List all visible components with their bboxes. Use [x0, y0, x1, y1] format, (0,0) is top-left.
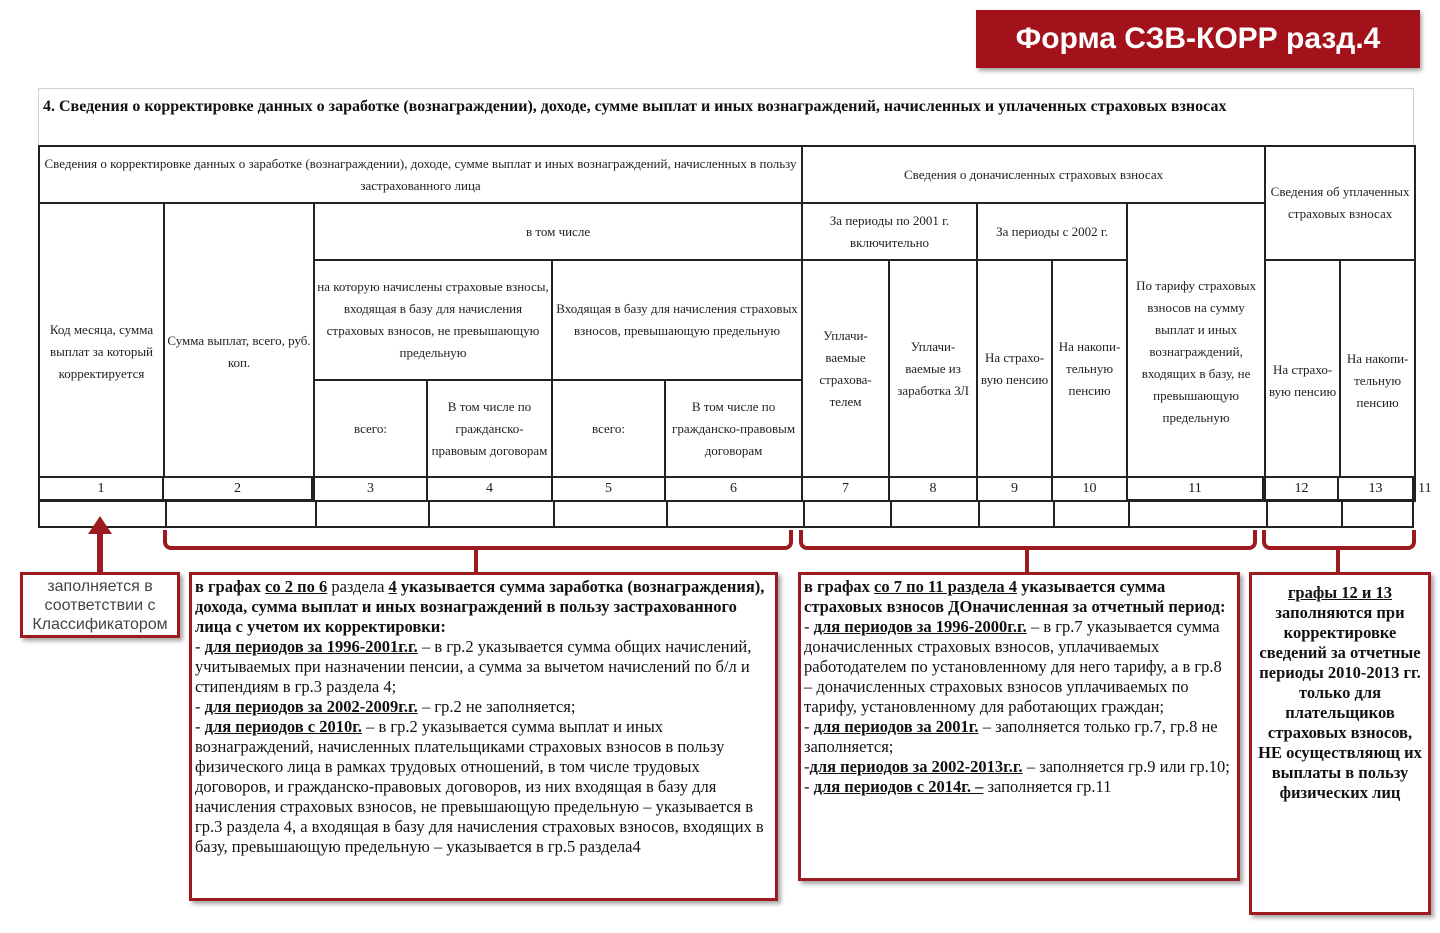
header-col-2: Сумма выплат, всего, руб. коп. [164, 203, 314, 501]
note-middle-intro: в графах со 7 по 11 раздела 4 указывается сумма страховых взносов ДОначисленная за отчетный период: [804, 577, 1226, 616]
col-number: 4 [427, 477, 552, 501]
note-middle-period-4: - для периодов с 2014г. – заполняется гр.11 [804, 777, 1112, 796]
col-number: 10 [1052, 477, 1127, 501]
col-numbers-1-2 [38, 476, 313, 501]
header-col-6: В том числе по гражданско-правовым договорам [665, 380, 802, 477]
note-classifier [20, 572, 180, 638]
bracket-stem [1025, 548, 1029, 572]
form-section-heading: 4. Сведения о корректировке данных о заработке (вознаграждении), доходе, сумме выплат и иных вознаграждений, начисленных и уплаченных страховых взносах [38, 88, 1414, 146]
header-col-13: На накопи-тельную пенсию [1340, 260, 1415, 501]
col-number: 13 [1339, 476, 1414, 501]
col-number: 6 [665, 477, 802, 501]
col-numbers-12-13 [1264, 476, 1414, 501]
header-group-mid: Сведения о доначисленных страховых взносах [802, 146, 1265, 203]
note-classifier-text: заполняется в соответствии с Классификатором [32, 578, 168, 633]
header-col-12: На страхо-вую пенсию [1265, 260, 1340, 501]
header-col-5: всего: [552, 380, 665, 477]
col-number: 12 [1264, 476, 1339, 501]
col-number: 1 [38, 476, 163, 501]
note-middle-period-2: - для периодов за 2001г. – заполняется только гр.7, гр.8 не заполняется; [804, 717, 1218, 756]
header-sub-a: на которую начислены страховые взносы, входящая в базу для начисления страховых взносов, не превышающую предельную [314, 260, 552, 380]
col-number: 5 [552, 477, 665, 501]
col-number: 3 [314, 477, 427, 501]
form-table: Сведения о корректировке данных о заработке (вознаграждении), доходе, сумме выплат и иных вознаграждений, начисленных в пользу застрахованного лица Сведения о доначисленных страховых взносах Сведения об уплаченных страховых взносах Код месяца, сумма выплат за который корректируется Сумма выплат, всего, руб. коп. в том числе За периоды по 2001 г. включительно За периоды с 2002 г. По тарифу страховых взносов на сумму выплат и иных вознаграждений, входящих в базу, не превышающую предельную на которую начислены страховые взносы, входящая в базу для начисления страховых взносов, не превышающую предельную Входящая в базу для начисления страховых взносов, превышающую предельную Уплачи-ваемые страхова-телем Уплачи-ваемые из заработка ЗЛ На страхо-вую пенсию На накопи-тельную пенсию На страхо-вую пенсию На накопи-тельную пенсию всего: В том числе по гражданско-правовым договорам всего: В том числе по гражданско-правовым договорам 3 4 5 6 7 8 9 10 11 [38, 145, 1416, 502]
col-number: 11 [1188, 481, 1202, 496]
header-col-9: На страхо-вую пенсию [977, 260, 1052, 477]
note-cols-7-11 [798, 572, 1240, 881]
col-number: 9 [977, 477, 1052, 501]
page-title: Форма СЗВ-КОРР разд.4 [1015, 22, 1381, 55]
header-incl: в том числе [314, 203, 802, 260]
note-left-period-2: - для периодов за 2002-2009г.г. – гр.2 не заполняется; [195, 697, 576, 716]
col-number-11-cell [1126, 476, 1264, 501]
header-group-right: Сведения об уплаченных страховых взносах [1265, 146, 1415, 260]
bracket-cols-12-13 [1262, 530, 1416, 550]
header-col-4: В том числе по гражданско-правовым договорам [427, 380, 552, 477]
note-left-period-1: - для периодов за 1996-2001г.г. – в гр.2 указывается сумма общих начислений, учитываемых при назначении пенсии, а сумма за вычетом начислений по б/л и стипендиям в гр.3 раздела 4; [195, 637, 752, 696]
header-period-2002: За периоды с 2002 г. [977, 203, 1127, 260]
page-title-banner [976, 10, 1420, 68]
header-period-2001: За периоды по 2001 г. включительно [802, 203, 977, 260]
note-left-period-3: - для периодов с 2010г. – в гр.2 указывается сумма выплат и иных вознаграждений, начисленных плательщиками страховых взносов в пользу физического лица в рамках трудовых отношений, в том числе трудовых договоров, и гражданско-правовых договоров, из них входящая в базу для начисления страховых взносов, не превышающую предельную – указывается в гр.3 раздела 4, а входящая в базу для начисления страховых взносов, входящих в базу, превышающую предельную – указывается в гр.5 раздела4 [195, 717, 764, 856]
bracket-cols-2-6 [163, 530, 793, 550]
col-number: 8 [889, 477, 977, 501]
header-col-3: всего: [314, 380, 427, 477]
header-col-1: Код месяца, сумма выплат за который корректируется [39, 203, 164, 501]
bracket-stem [474, 548, 478, 572]
note-middle-period-1: - для периодов за 1996-2000г.г. – в гр.7 указывается сумма доначисленных страховых взносов, уплачиваемых работодателем по установленному для него тарифу, а в гр.8 – доначисленных страховых взносов уплачиваемых по тарифу, установленному для работающих граждан; [804, 617, 1222, 716]
note-middle-period-3: -для периодов за 2002-2013г.г. – заполняется гр.9 или гр.10; [804, 757, 1230, 776]
bracket-stem [1336, 548, 1340, 572]
note-left-intro: в графах со 2 по 6 раздела 4 указывается сумма заработка (вознаграждения), дохода, сумма выплат и иных вознаграждений в пользу застрахованного лица с учетом их корректировки: [195, 577, 765, 636]
form-empty-row [38, 500, 1414, 528]
note-cols-2-6 [189, 572, 778, 901]
note-cols-12-13 [1249, 572, 1431, 915]
header-col-11: По тарифу страховых взносов на сумму выплат и иных вознаграждений, входящих в базу, не превышающую предельную [1127, 203, 1265, 501]
note-right-text: заполняются при корректировке сведений за отчетные периоды 2010-2013 гг. только для плательщиков страховых взносов, НЕ осуществляющ их выплаты в пользу физических лиц [1258, 603, 1422, 802]
header-sub-b: Входящая в базу для начисления страховых взносов, превышающую предельную [552, 260, 802, 380]
bracket-cols-7-11 [799, 530, 1257, 550]
header-col-10: На накопи-тельную пенсию [1052, 260, 1127, 477]
header-group-left: Сведения о корректировке данных о заработке (вознаграждении), доходе, сумме выплат и иных вознаграждений, начисленных в пользу застрахованного лица [39, 146, 802, 203]
note-right-label: графы 12 и 13 [1287, 583, 1393, 602]
header-col-8: Уплачи-ваемые из заработка ЗЛ [889, 260, 977, 477]
col-number: 7 [802, 477, 889, 501]
arrow-stem [97, 528, 103, 572]
col-number: 2 [163, 476, 313, 501]
header-col-7: Уплачи-ваемые страхова-телем [802, 260, 889, 477]
